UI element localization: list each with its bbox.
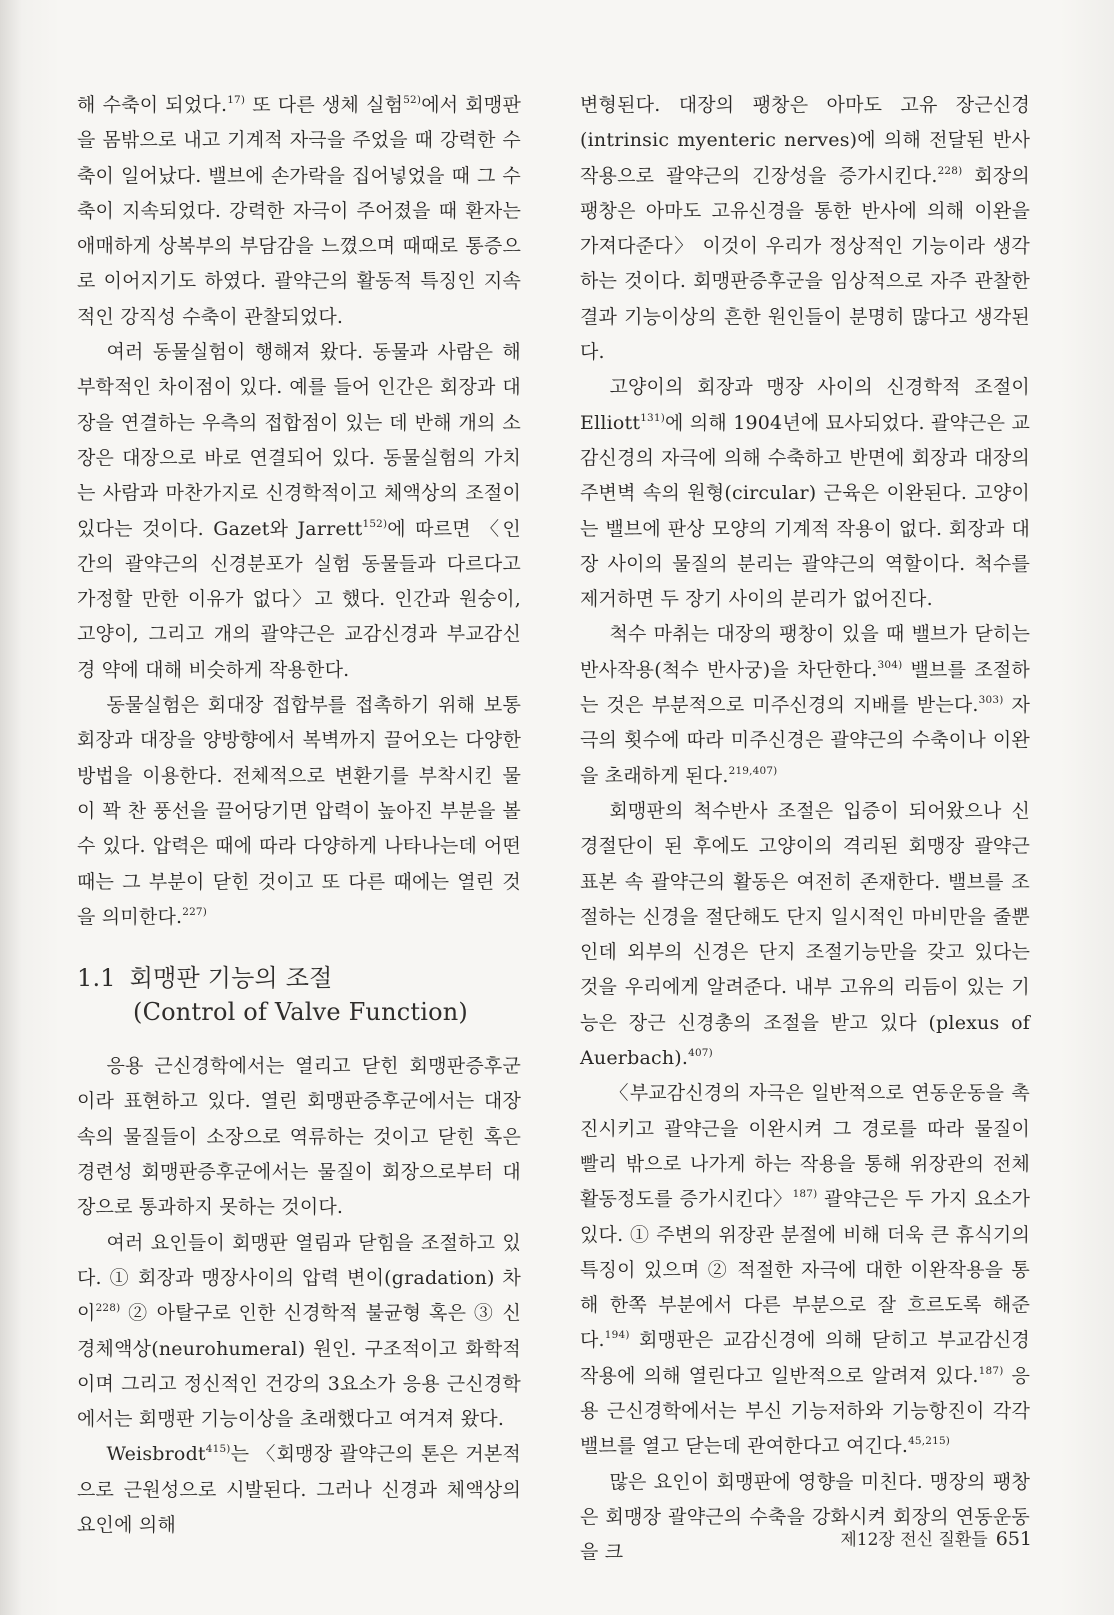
text: Weisbrodt [106, 1443, 206, 1466]
citation: 219,407) [728, 764, 778, 777]
text: 여러 동물실험이 행해져 왔다. 동물과 사람은 해부학적인 차이점이 있다. 예를 들어 인간은 회장과 대장을 연결하는 우측의 접합점이 있는 데 반해 개의 소장은 대장으로 바로 연결되어 있다. 동물실험의 가치는 사람과 마찬가지로 신경학적이고 체액상의 조절이 있다는 것이다. Gazet와 Jarrett [77, 341, 521, 540]
text: 응용 근신경학에서는 부신 기능저하와 기능항진이 각각 밸브를 열고 닫는데 관여한다고 여긴다. [580, 1364, 1031, 1458]
paragraph [580, 370, 1030, 617]
text: 에 따르면 〈인간의 괄약근의 신경분포가 실험 동물들과 다르다고 가정할 만한 이유가 없다〉고 했다. 인간과 원숭이, 고양이, 그리고 개의 괄약근은 교감신경과 부교감신경 약에 대해 비슷하게 작용한다. [77, 517, 521, 681]
citation: 415) [205, 1443, 231, 1456]
citation: 187) [792, 1188, 818, 1201]
citation: 131) [640, 411, 666, 424]
text: 동물실험은 회대장 접합부를 접촉하기 위해 보통 회장과 대장을 양방향에서 복벽까지 끌어오는 다양한 방법을 이용한다. 전체적으로 변환기를 부착시킨 물이 꽉 찬 풍선을 끌어당기면 압력이 높아진 부분을 볼 수 있다. 압력은 때에 따라 다양하게 나타나는데 어떤 때는 그 부분이 닫힌 것이고 또 다른 때에는 열린 것을 의미한다. [77, 694, 521, 928]
text: 응용 근신경학에서는 열리고 닫힌 회맹판증후군이라 표현하고 있다. 열린 회맹판증후군에서는 대장 속의 물질들이 소장으로 역류하는 것이고 닫힌 혹은 경련성 회맹판증후군에서는 물질이 회장으로부터 대장으로 통과하지 못하는 것이다. [77, 1055, 521, 1219]
citation: 45,215) [908, 1435, 951, 1448]
citation: 52) [403, 94, 422, 107]
text: 에서 회맹판을 몸밖으로 내고 기계적 자극을 주었을 때 강력한 수축이 일어났다. 밸브에 손가락을 집어넣었을 때 그 수축이 지속되었다. 강력한 자극이 주어졌을 때 환자는 애매하게 상복부의 부담감을 느꼈으며 때때로 통증으로 이어지기도 하였다. 괄약근의 활동적 특징인 지속적인 강직성 수축이 관찰되었다. [77, 94, 521, 328]
paragraph [580, 617, 1030, 793]
section-number: 1.1 [77, 964, 116, 993]
paragraph [580, 88, 1030, 370]
citation: 303) [978, 694, 1004, 707]
text: 에 의해 1904년에 묘사되었다. 괄약근은 교감신경의 자극에 의해 수축하고 반면에 회장과 대장의 주변벽 속의 원형(circular) 근육은 이완된다. 고양이는 밸브에 판상 모양의 기계적 작용이 없다. 회장과 대장 사이의 물질의 분리는 괄약근의 역할이다. 척수를 제거하면 두 장기 사이의 분리가 없어진다. [580, 411, 1030, 611]
left-column [77, 88, 521, 1543]
text: 회맹판은 교감신경에 의해 닫히고 부교감신경 작용에 의해 열린다고 일반적으로 알려져 있다. [580, 1329, 1030, 1387]
text: 변형된다. 대장의 팽창은 아마도 고유 장근신경(intrinsic myenteric nerves)에 의해 전달된 반사작용으로 괄약근의 긴장성을 증가시킨다. [580, 94, 1030, 187]
text: 밸브를 조절하는 것은 부분적으로 미주신경의 지배를 받는다. [580, 658, 1030, 717]
citation: 17) [227, 94, 246, 107]
paragraph [77, 688, 521, 935]
paragraph [580, 1076, 1030, 1464]
paragraph [77, 335, 521, 688]
right-column [580, 88, 1030, 1570]
citation: 407) [688, 1047, 713, 1060]
section-heading [77, 961, 521, 1029]
page-number: 651 [995, 1528, 1032, 1550]
citation: 152) [362, 517, 388, 530]
text: 해 수축이 되었다. [77, 94, 228, 116]
paragraph [77, 1226, 521, 1438]
text: 또 다른 생체 실험 [245, 94, 404, 116]
chapter-title: 제12장 전신 질환들 [840, 1530, 988, 1550]
section-title-ko: 회맹판 기능의 조절 [129, 964, 333, 993]
citation: 304) [877, 658, 903, 671]
page-footer [840, 1525, 1032, 1550]
citation: 187) [978, 1364, 1004, 1377]
paragraph [580, 794, 1030, 1076]
text: 는 〈회맹장 괄약근의 톤은 거본적으로 근원성으로 시발된다. 그러나 신경과 체액상의 요인에 의해 [77, 1443, 521, 1536]
text: 자극의 횟수에 따라 미주신경은 괄약근의 수축이나 이완을 초래하게 된다. [580, 694, 1031, 787]
section-title-en: (Control of Valve Function) [133, 998, 468, 1027]
text: 괄약근은 두 가지 요소가 있다. ① 주변의 위장관 분절에 비해 더욱 큰 휴식기의 특징이 있으며 ② 적절한 자극에 대한 이완작용을 통해 한쪽 부분에서 다른 부분으로 잘 흐르도록 해준다. [580, 1188, 1030, 1352]
text: 척수 마취는 대장의 팽창이 있을 때 밸브가 닫히는 반사작용(척수 반사궁)을 차단한다. [580, 623, 1030, 681]
text: 고양이의 회장과 맹장 사이의 신경학적 조절이 Elliott [580, 376, 1030, 434]
text: ② 아탈구로 인한 신경학적 불균형 혹은 ③ 신경체액상(neurohumeral) 원인. 구조적이고 화학적이며 그리고 정신적인 건강의 3요소가 응용 근신경학에서는 회맹판 기능이상을 초래했다고 여겨져 왔다. [77, 1302, 521, 1431]
text: 많은 요인이 회맹판에 영향을 미친다. 맹장의 팽창은 회맹장 괄약근의 수축을 강화시켜 회장의 연동운동을 크 [580, 1470, 1030, 1564]
text: 회장의 팽창은 아마도 고유신경을 통한 반사에 의해 이완을 가져다준다〉 이것이 우리가 정상적인 기능이라 생각하는 것이다. 회맹판증후군을 임상적으로 자주 관찰한 결과 기능이상의 흔한 원인들이 분명히 많다고 생각된다. [580, 164, 1030, 364]
paragraph [580, 1465, 1030, 1571]
citation: 228) [95, 1302, 121, 1315]
citation: 227) [182, 906, 208, 918]
citation: 194) [604, 1329, 630, 1342]
citation: 228) [937, 164, 963, 177]
paragraph [77, 1049, 521, 1225]
text: 〈부교감신경의 자극은 일반적으로 연동운동을 촉진시키고 괄약근을 이완시켜 그 경로를 따라 물질이 빨리 밖으로 나가게 하는 작용을 통해 위장관의 전체 활동정도를 증가시킨다〉 [580, 1082, 1030, 1211]
paragraph [77, 1437, 521, 1543]
text: 회맹판의 척수반사 조절은 입증이 되어왔으나 신경절단이 된 후에도 고양이의 격리된 회맹장 괄약근 표본 속 괄약근의 활동은 여전히 존재한다. 밸브를 조절하는 신경을 절단해도 단지 일시적인 마비만을 줄뿐인데 외부의 신경은 단지 조절기능만을 갖고 있다는 것을 우리에게 알려준다. 내부 고유의 리듬이 있는 기능은 장근 신경총의 조절을 받고 있다 (plexus of Auerbach). [580, 799, 1030, 1070]
paragraph [77, 88, 521, 335]
text: 여러 요인들이 회맹판 열림과 닫힘을 조절하고 있다. ① 회장과 맹장사이의 압력 변이(gradation) 차이 [77, 1231, 521, 1325]
